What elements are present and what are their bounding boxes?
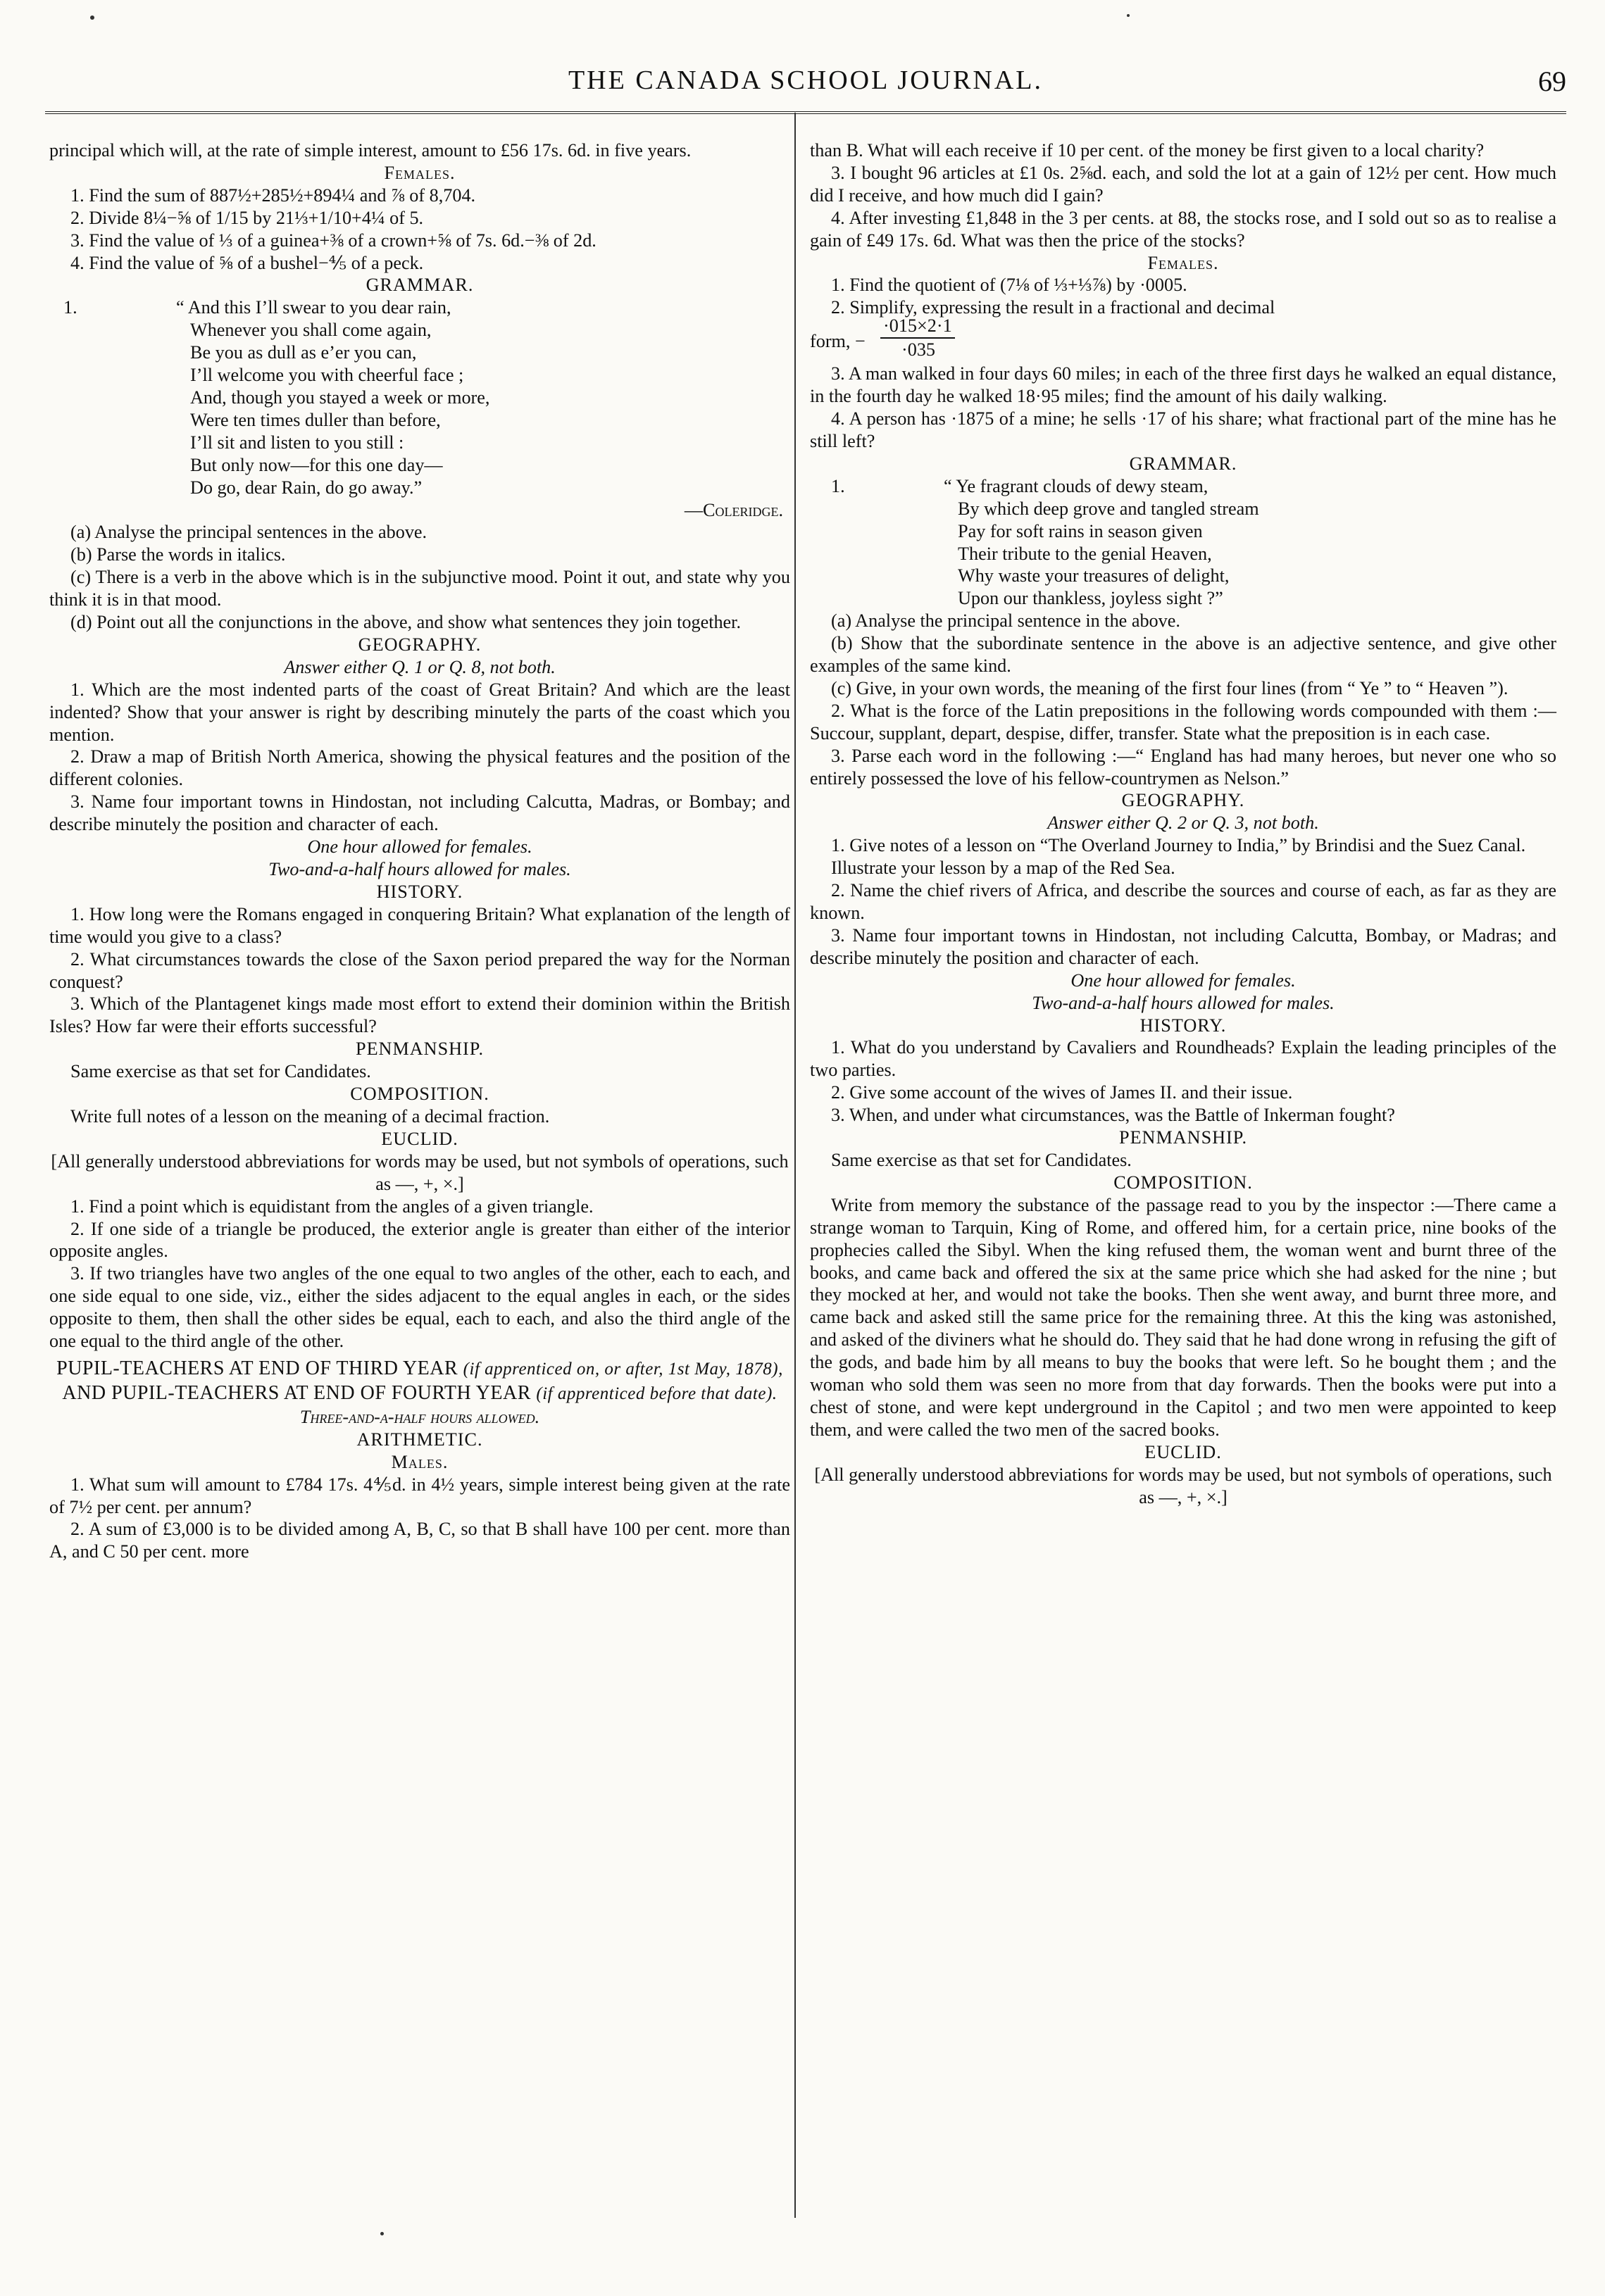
poem-line: Whenever you shall come again, <box>190 320 432 341</box>
section-heading: HISTORY. <box>1139 1015 1227 1036</box>
section-heading: GRAMMAR. <box>1129 453 1237 474</box>
poem-line: Their tribute to the genial Heaven, <box>958 543 1212 564</box>
section-heading: Females. <box>384 162 456 183</box>
question: (c) Give, in your own words, the meaning of the first four lines (from “ Ye ” to “ Heaven ”). <box>831 677 1509 698</box>
paragraph: Write full notes of a lesson on the meaning of a decimal fraction. <box>70 1105 550 1127</box>
section-heading: GEOGRAPHY. <box>358 634 482 655</box>
time-allowed: Two-and-a-half hours allowed for males. <box>1032 992 1335 1013</box>
poem-line: Be you as dull as e’er you can, <box>190 342 417 363</box>
left-column <box>49 139 790 1563</box>
poem-attribution: —Coleridge. <box>684 499 783 520</box>
column-divider <box>794 113 796 2218</box>
time-allowed: Two-and-a-half hours allowed for males. <box>268 859 571 879</box>
question: 1. What sum will amount to £784 17s. 4⅘d. in 4½ years, simple interest being given at the rate of 7½ per cent. per annum? <box>49 1474 790 1517</box>
section-heading: HISTORY. <box>376 881 463 902</box>
section-heading: GRAMMAR. <box>366 275 474 296</box>
question: 2. Divide 8¼−⅝ of 1/15 by 21⅓+1/10+4¼ of 5. <box>70 207 424 228</box>
section-heading: COMPOSITION. <box>1113 1172 1253 1193</box>
section-title-part: PUPIL-TEACHERS AT END OF THIRD YEAR <box>56 1357 458 1379</box>
section-heading: PENMANSHIP. <box>1119 1127 1247 1148</box>
question: 4. A person has ·1875 of a mine; he sells ·17 of his share; what fractional part of the mine has he still left? <box>810 408 1556 451</box>
poem-line: But only now—for this one day— <box>190 454 443 475</box>
poem-line: “ Ye fragrant clouds of dewy steam, <box>944 475 1209 496</box>
poem-line: I’ll sit and listen to you still : <box>190 432 404 453</box>
poem-line: Why waste your treasures of delight, <box>958 565 1230 586</box>
poem-block <box>810 475 1556 610</box>
paragraph: Write from memory the substance of the passage read to you by the inspector :—There came a strange woman to Tarquin, King of Rome, and offered him, for a certain price, nine books of the prophecies called the Sibyl. When the king refused them, the woman went and burnt three of the books, and came back and offered the six at the same price which she had asked for the nine ; but they mocked at her, and would not take the books. Then she went away, and burnt three more, and came back and asked still the same price for the remaining three. At this the king was astonished, and asked of the diviners what he should do. They said that he had done wrong in refusing the gift of the gods, and bade him by all means to buy the books that were left. So he bought them ; and the woman who sold them was seen no more from that day forwards. Then the books were put into a chest of stone, and were kept underground in the Capitol ; and two men were appointed to keep them, and were called the two men of the sacred books. <box>810 1194 1556 1440</box>
section-title-part: AND PUPIL-TEACHERS AT END OF FOURTH YEAR <box>62 1381 531 1404</box>
paragraph: principal which will, at the rate of simple interest, amount to £56 17s. 6d. in five years. <box>49 140 692 161</box>
question-number: 1. <box>831 475 845 496</box>
question: (a) Analyse the principal sentence in the above. <box>831 610 1180 632</box>
question: 4. Find the value of ⅝ of a bushel−⅘ of a peck. <box>70 252 424 273</box>
poem-line: Pay for soft rains in season given <box>958 520 1203 541</box>
question: 2. Draw a map of British North America, showing the physical features and the position of the different colonies. <box>49 746 790 790</box>
page-header <box>45 65 1566 106</box>
note: [All generally understood abbreviations for words may be used, but not symbols of operations, such as —, +, ×.] <box>51 1150 789 1194</box>
section-heading: EUCLID. <box>1144 1441 1222 1462</box>
question: 2. What circumstances towards the close of the Saxon period prepared the way for the Norman conquest? <box>49 948 790 992</box>
poem-line: By which deep grove and tangled stream <box>958 498 1259 519</box>
instruction: Answer either Q. 1 or Q. 8, not both. <box>284 656 556 677</box>
question-number: 1. <box>63 297 77 318</box>
section-heading: Females. <box>1147 252 1219 273</box>
note: [All generally understood abbreviations for words may be used, but not symbols of operations, such as —, +, ×.] <box>814 1464 1552 1507</box>
section-heading: PENMANSHIP. <box>356 1039 484 1060</box>
poem <box>49 296 790 498</box>
section-title-italic: (if apprenticed before that date). <box>536 1384 777 1403</box>
journal-title: THE CANADA SCHOOL JOURNAL. <box>568 65 1044 95</box>
question: 1. Find the quotient of (7⅛ of ⅓+⅓⅞) by ·0005. <box>831 275 1187 296</box>
poem-line: Upon our thankless, joyless sight ?” <box>958 588 1223 609</box>
question: 3. Which of the Plantagenet kings made most effort to extend their dominion within the British Isles? How far were their efforts successful? <box>49 993 790 1037</box>
question: 1. Give notes of a lesson on “The Overland Journey to India,” by Brindisi and the Suez Canal. <box>831 835 1526 856</box>
page-number: 69 <box>1538 65 1566 97</box>
section-heading: GEOGRAPHY. <box>1121 790 1245 811</box>
paragraph: Illustrate your lesson by a map of the Red Sea. <box>831 858 1175 879</box>
poem-line: And, though you stayed a week or more, <box>190 387 490 408</box>
poem-line: Do go, dear Rain, do go away.” <box>190 477 423 498</box>
question: 3. If two triangles have two angles of the one equal to two angles of the other, each to each, and one side equal to one side, viz., either the sides adjacent to the equal angles in each, or the sides opposite to them, then shall the other sides be equal, each to each, and also the third angle of the one equal to the third angle of the other. <box>49 1263 790 1352</box>
question: 3. Name four important towns in Hindostan, not including Calcutta, Madras, or Bombay; and describe minutely the position and character of each. <box>49 791 790 835</box>
paragraph: Same exercise as that set for Candidates. <box>831 1149 1132 1170</box>
question: (c) There is a verb in the above which is in the subjunctive mood. Point it out, and state why you think it is in that mood. <box>49 567 790 610</box>
question: 3. I bought 96 articles at £1 0s. 2⅝d. each, and sold the lot at a gain of 12½ per cent. How much did I receive, and how much did I gain? <box>810 162 1556 206</box>
instruction: Answer either Q. 2 or Q. 3, not both. <box>1047 813 1319 834</box>
question: (a) Analyse the principal sentences in the above. <box>70 522 427 543</box>
print-speck <box>380 2232 384 2235</box>
question: 2. Give some account of the wives of James II. and their issue. <box>831 1082 1293 1103</box>
time-allowed: One hour allowed for females. <box>307 836 532 858</box>
paragraph: than B. What will each receive if 10 per cent. of the money be first given to a local charity? <box>810 140 1485 161</box>
time-allowed: Three-and-a-half hours allowed. <box>299 1406 540 1427</box>
question: 2. Simplify, expressing the result in a fractional and decimal <box>831 297 1275 318</box>
print-speck <box>1127 14 1130 17</box>
right-column <box>810 139 1556 1508</box>
section-heading: EUCLID. <box>381 1128 458 1149</box>
section-heading: ARITHMETIC. <box>356 1429 483 1450</box>
question: 1. What do you understand by Cavaliers and Roundheads? Explain the leading principles of the two parties. <box>810 1037 1556 1081</box>
section-title <box>49 1357 790 1406</box>
question: 3. When, and under what circumstances, was the Battle of Inkerman fought? <box>831 1105 1395 1126</box>
paragraph: Same exercise as that set for Candidates. <box>70 1061 371 1082</box>
poem-line: Were ten times duller than before, <box>190 409 441 430</box>
question: 4. After investing £1,848 in the 3 per cents. at 88, the stocks rose, and I sold out so as to realise a gain of £49 17s. 6d. What was then the price of the stocks? <box>810 207 1556 251</box>
question: 3. Find the value of ⅓ of a guinea+⅜ of a crown+⅝ of 7s. 6d.−⅜ of 2d. <box>70 230 597 251</box>
question: 1. Find a point which is equidistant from the angles of a given triangle. <box>70 1196 594 1217</box>
question: 2. A sum of £3,000 is to be divided among A, B, C, so that B shall have 100 per cent. more than A, and C 50 per cent. more <box>49 1519 790 1562</box>
poem <box>810 475 1556 610</box>
question: (d) Point out all the conjunctions in the above, and show what sentences they join together. <box>70 612 742 633</box>
question: 2. Name the chief rivers of Africa, and describe the sources and course of each, as far as they are known. <box>810 880 1556 923</box>
question: 1. How long were the Romans engaged in conquering Britain? What explanation of the length of time would you give to a class? <box>49 903 790 947</box>
fraction-numerator: ·015×2·1 <box>880 315 955 339</box>
question: (b) Parse the words in italics. <box>70 544 286 565</box>
section-heading: Males. <box>391 1451 449 1472</box>
fraction-denominator: ·035 <box>901 339 936 360</box>
question: 3. Name four important towns in Hindostan, not including Calcutta, Bombay, or Madras; and describe minutely the position and character of each. <box>810 924 1556 968</box>
question: 2. What is the force of the Latin prepositions in the following words compounded with them :—Succour, supplant, depart, despise, differ, transfer. State what the preposition is in each case. <box>810 700 1556 744</box>
section-heading: COMPOSITION. <box>350 1084 489 1105</box>
section-title-italic: (if apprenticed on, or after, 1st May, 1878), <box>463 1359 783 1379</box>
print-speck <box>90 15 94 20</box>
question: 3. A man walked in four days 60 miles; in each of the three first days he walked an equal distance, in the fourth day he walked 18·95 miles; find the amount of his daily walking. <box>810 363 1556 407</box>
question: 1. Which are the most indented parts of the coast of Great Britain? And which are the least indented? Show that your answer is right by describing minutely the parts of the coast which you mention. <box>49 679 790 745</box>
time-allowed: One hour allowed for females. <box>1070 970 1296 991</box>
fraction-expression <box>810 315 1556 363</box>
question: 3. Parse each word in the following :—“ England has had many heroes, but never one who so entirely possessed the love of his fellow-countrymen as Nelson.” <box>810 745 1556 789</box>
poem-line: I’ll welcome you with cheerful face ; <box>190 365 464 386</box>
question: (b) Show that the subordinate sentence in the above is an adjective sentence, and give other examples of the same kind. <box>810 633 1556 677</box>
poem-block <box>49 296 790 498</box>
question: 2. If one side of a triangle be produced, the exterior angle is greater than either of the interior opposite angles. <box>49 1218 790 1262</box>
header-rule <box>45 111 1566 114</box>
question: 1. Find the sum of 887½+285½+894¼ and ⅞ of 8,704. <box>70 184 476 206</box>
fraction-prefix: form, − <box>810 331 866 352</box>
poem-line: “ And this I’ll swear to you dear rain, <box>176 297 451 318</box>
